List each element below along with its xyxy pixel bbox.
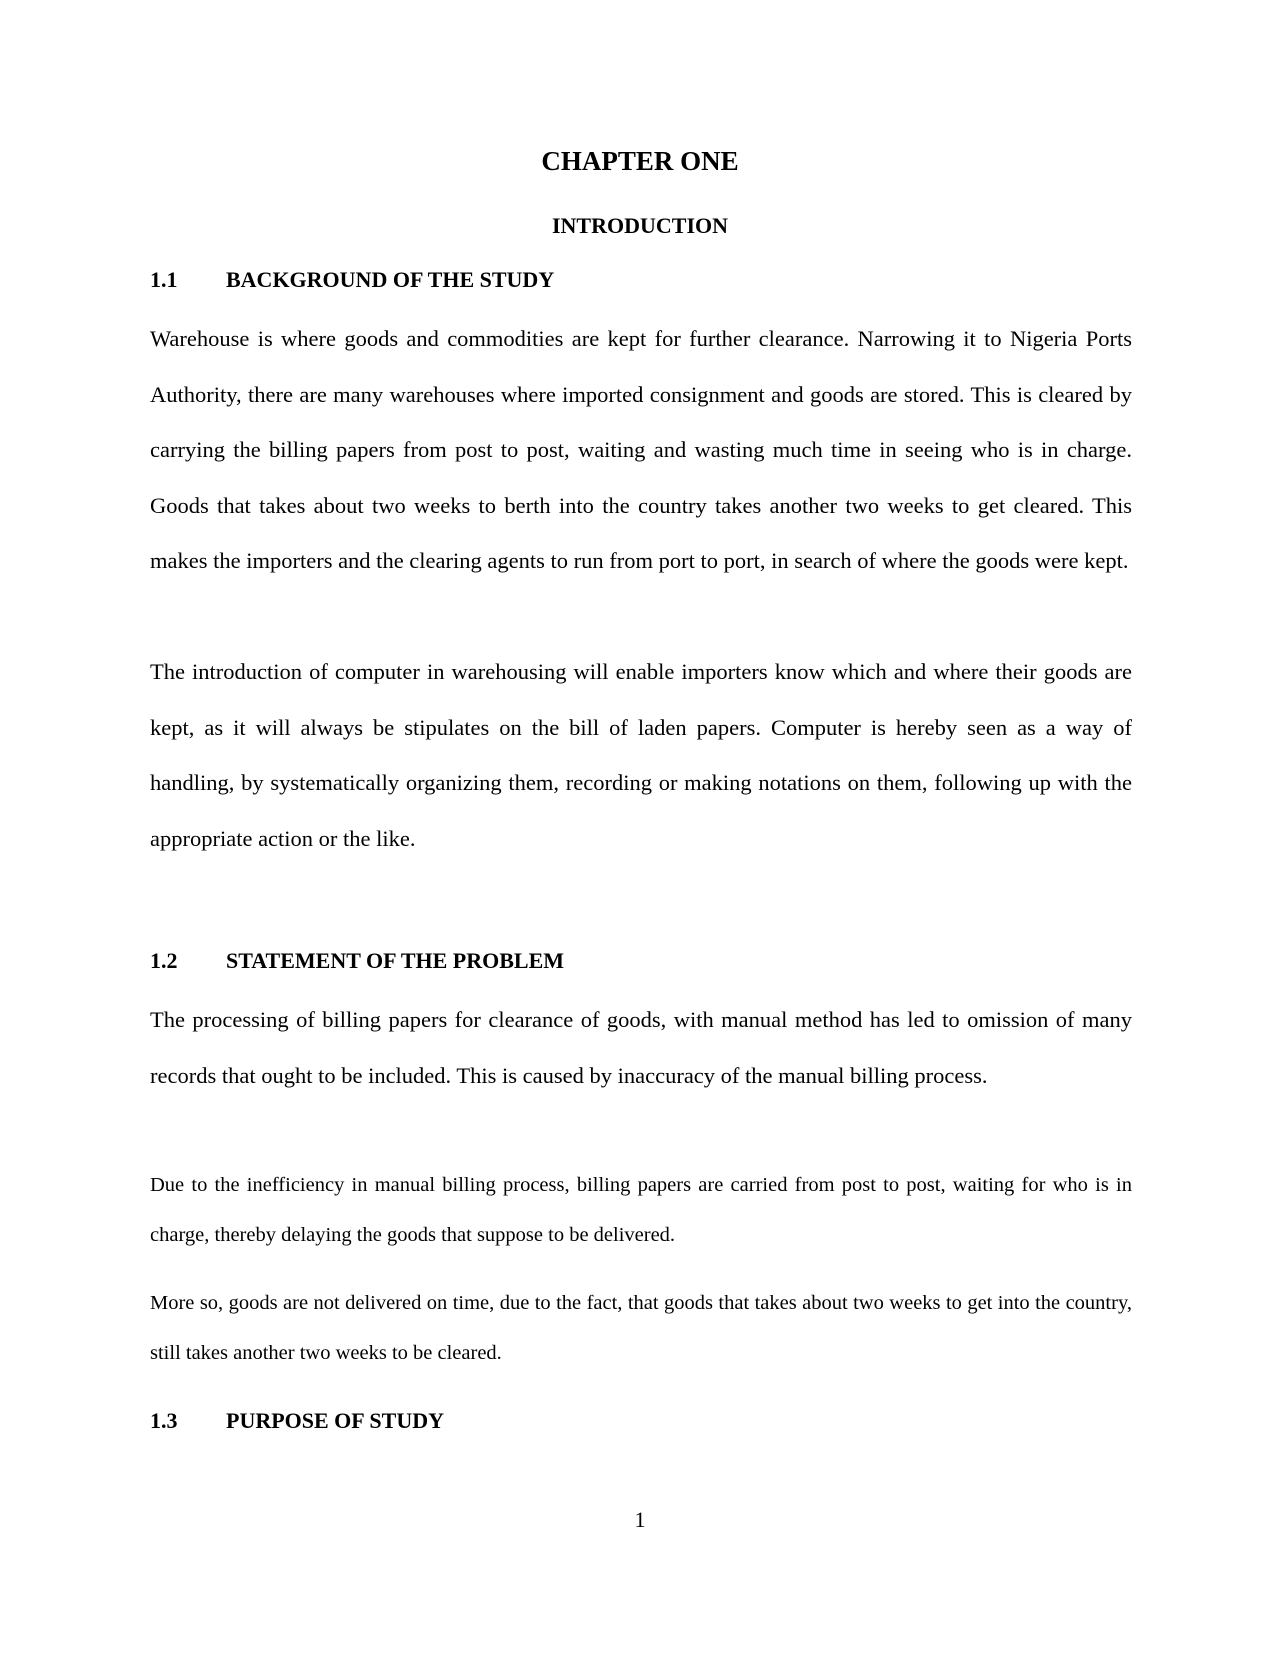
section-heading-purpose <box>150 1407 1130 1435</box>
section-heading-background <box>150 266 1130 294</box>
section-number: 1.2 <box>150 948 178 973</box>
section-heading-problem <box>150 947 1130 975</box>
paragraph-problem-1: The processing of billing papers for clearance of goods, with manual method has led to omission of many records that ought to be included. This is caused by inaccuracy of the manual billing process. <box>150 1007 1132 1088</box>
page-number: 1 <box>634 1507 646 1532</box>
paragraph-background-2: The introduction of computer in warehousing will enable importers know which and where their goods are kept, as it will always be stipulates on the bill of laden papers. Computer is hereby seen as a way of handling, by systematically organizing them, recording or making notations on them, following up with the appropriate action or the like. <box>150 659 1132 851</box>
paragraph-background-1: Warehouse is where goods and commodities are kept for further clearance. Narrowing it to Nigeria Ports Authority, there are many warehouses where imported consignment and goods are stored. This is cleared by carrying the billing papers from post to post, waiting and wasting much time in seeing who is in charge. Goods that takes about two weeks to berth into the country takes another two weeks to get cleared. This makes the importers and the clearing agents to run from port to port, in search of where the goods were kept. <box>150 326 1132 573</box>
section-title: STATEMENT OF THE PROBLEM <box>226 948 565 973</box>
paragraph-problem-2: Due to the inefficiency in manual billing process, billing papers are carried from post to post, waiting for who is in charge, thereby delaying the goods that suppose to be delivered. <box>150 1174 1132 1246</box>
chapter-title: CHAPTER ONE <box>541 146 739 176</box>
paragraph-problem-3: More so, goods are not delivered on time, due to the fact, that goods that takes about two weeks to get into the country, still takes another two weeks to be cleared. <box>150 1292 1132 1364</box>
section-number: 1.3 <box>150 1408 178 1433</box>
section-number: 1.1 <box>150 267 178 292</box>
chapter-subtitle: INTRODUCTION <box>551 213 729 238</box>
section-title: BACKGROUND OF THE STUDY <box>226 267 555 292</box>
section-title: PURPOSE OF STUDY <box>226 1408 444 1433</box>
